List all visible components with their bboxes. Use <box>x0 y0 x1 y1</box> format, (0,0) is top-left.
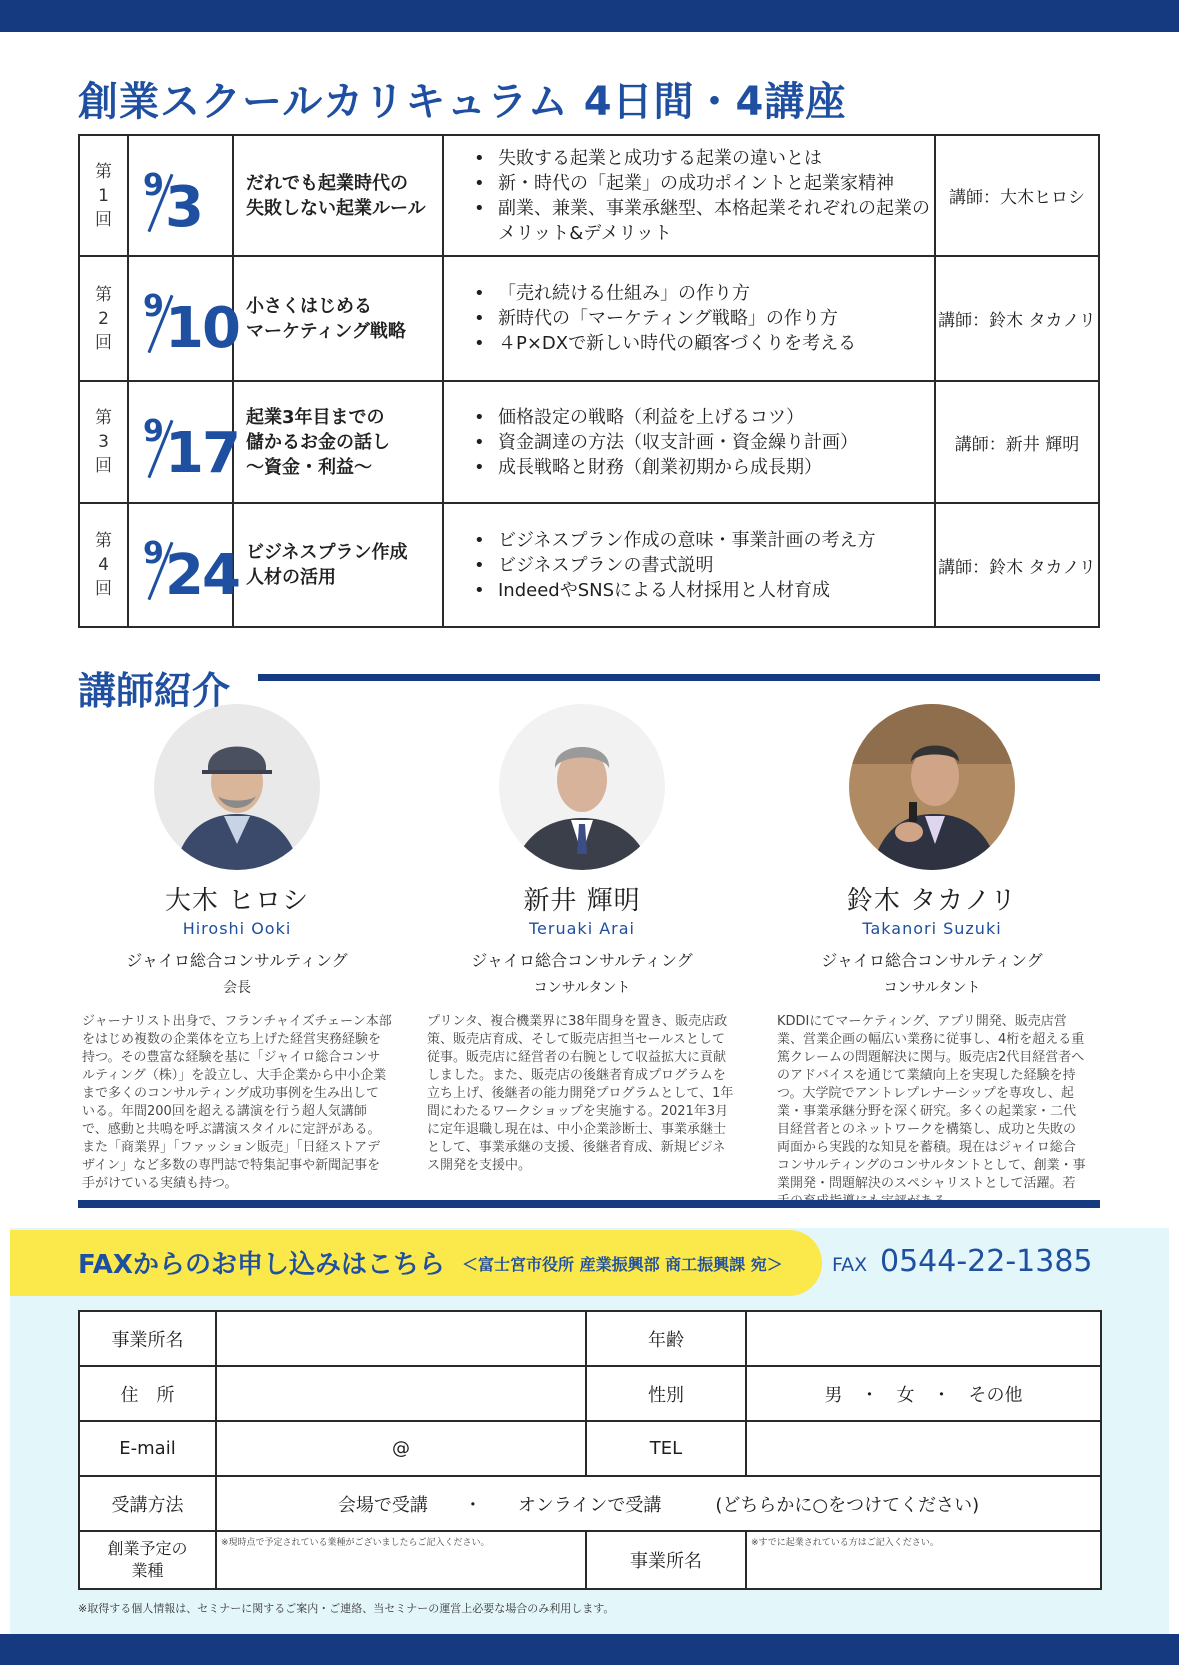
age-label: 年齢 <box>586 1311 746 1366</box>
instructor-company: ジャイロ総合コンサルティング <box>821 951 1043 970</box>
session-teacher: 講師：鈴木 タカノリ <box>935 503 1099 627</box>
session-date: 9 3 <box>128 135 233 256</box>
email-field[interactable]: @ <box>216 1421 586 1476</box>
session-teacher: 講師：鈴木 タカノリ <box>935 256 1099 381</box>
instructor-roman-name: Hiroshi Ooki <box>182 919 292 938</box>
session-row <box>79 381 1099 503</box>
instructor-role: コンサルタント <box>533 980 631 996</box>
planned-industry-note: ※現時点で予定されている業種がございましたらご記入ください。 <box>221 1538 490 1548</box>
session-number: 第 2 回 <box>79 256 128 381</box>
session-items: • 失敗する起業と成功する起業の違いとは • 新・時代の「起業」の成功ポイントと起業家精神 • 副業、兼業、事業承継型、本格起業それぞれの起業のメリット&デメリット <box>443 135 935 256</box>
instructor-role: コンサルタント <box>883 980 981 996</box>
instructor-card <box>412 704 752 1175</box>
application-form <box>78 1310 1102 1590</box>
session-number: 第 4 回 <box>79 503 128 627</box>
gender-options[interactable]: 男 ・ 女 ・ その他 <box>746 1366 1101 1421</box>
curriculum-table <box>78 134 1100 628</box>
office-name-2-note: ※すでに起業されている方はご記入ください。 <box>751 1538 939 1548</box>
instructor-company: ジャイロ総合コンサルティング <box>471 951 693 970</box>
session-row <box>79 256 1099 381</box>
fax-destination: ＜富士宮市役所 産業振興部 商工振興課 宛＞ <box>462 1255 783 1274</box>
method-label: 受講方法 <box>79 1476 216 1531</box>
office-name-2-label: 事業所名 <box>586 1531 746 1589</box>
office-name-field[interactable] <box>216 1311 586 1366</box>
instructor-company: ジャイロ総合コンサルティング <box>126 951 348 970</box>
email-label: E-mail <box>79 1421 216 1476</box>
session-date: 9 17 <box>128 381 233 503</box>
method-options[interactable]: 会場で受講 ・ オンラインで受講 (どちらかに○をつけてください) <box>216 1476 1101 1531</box>
session-topic: だれでも起業時代の 失敗しない起業ルール <box>233 135 443 256</box>
session-row <box>79 503 1099 627</box>
fax-label: FAX <box>832 1254 868 1276</box>
address-field[interactable] <box>216 1366 586 1421</box>
session-number: 第 3 回 <box>79 381 128 503</box>
session-items: • 価格設定の戦略（利益を上げるコツ） • 資金調達の方法（収支計画・資金繰り計画） • 成長戦略と財務（創業初期から成長期） <box>443 381 935 503</box>
instructor-role: 会長 <box>223 980 251 996</box>
tel-label: TEL <box>586 1421 746 1476</box>
session-items: • 「売れ続ける仕組み」の作り方 • 新時代の「マーケティング戦略」の作り方 • ４P×DXで新しい時代の顧客づくりを考える <box>443 256 935 381</box>
instructor-bio: プリンタ、複合機業界に38年間身を置き、販売店政策、販売店育成、そして販売店担当セールスとして従事。販売店に経営者の右腕として収益拡大に貢献しました。また、販売店の後継者育成プログラムを立ち上げ、後継者の能力開発プログラムとして、1年間にわたるワークショップを実施する。2021年3月に定年退職し現在は、中小企業診断士、事業承継士として、事業承継の支援、後継者育成、新規ビジネス開発を支援中。 <box>427 1014 734 1173</box>
planned-industry-label: 創業予定の 業種 <box>79 1531 216 1589</box>
instructor-bio: ジャーナリスト出身で、フランチャイズチェーン本部をはじめ複数の企業体を立ち上げた経営実務経験を持つ。その豊富な経験を基に「ジャイロ総合コンサルティング（株）」を設立し、大手企業から中小企業まで多くのコンサルティング成功事例を生み出している。年間200回を超える講演を行う超人気講師で、感動と共鳴を呼ぶ講演スタイルに定評がある。また「商業界」「ファッション販売」「日経ストアデザイン」など多数の専門誌で特集記事や新聞記事を手がけている実績も持つ。 <box>82 1014 392 1191</box>
avatar <box>849 704 1015 870</box>
instructor-bio: KDDIにてマーケティング、アプリ開発、販売店営業、営業企画の幅広い業務に従事し、4桁を超える重篤クレームの問題解決に関与。販売店2代目経営者へのアドバイスを通じて業績向上を実現した経験を持つ。大学院でアントレプレナーシップを専攻し、起業・事業承継分野を深く研究。多くの起業家・二代目経営者とのネットワークを構築し、成功と失敗の両面から実践的な知見を蓄積。現在はジャイロ総合コンサルティングのコンサルタントとして、創業・事業開発・問題解決のスペシャリストとして活躍。若 <box>777 1014 1086 1191</box>
session-date: 9 24 <box>128 503 233 627</box>
instructor-name: 大木 ヒロシ <box>164 886 310 916</box>
session-number: 第 1 回 <box>79 135 128 256</box>
office-name-label: 事業所名 <box>79 1311 216 1366</box>
age-field[interactable] <box>746 1311 1101 1366</box>
fax-lead-text: FAXからのお申し込みはこちら <box>78 1250 445 1280</box>
session-teacher: 講師：新井 輝明 <box>935 381 1099 503</box>
session-row <box>79 135 1099 256</box>
avatar <box>499 704 665 870</box>
page-title: 創業スクールカリキュラム 4日間・4講座 <box>78 79 847 125</box>
instructor-card <box>67 704 407 1193</box>
instructor-name: 新井 輝明 <box>523 886 641 916</box>
planned-industry-field[interactable] <box>216 1531 586 1589</box>
session-teacher: 講師：大木ヒロシ <box>935 135 1099 256</box>
top-bar <box>0 0 1179 32</box>
session-date: 9 10 <box>128 256 233 381</box>
instructor-name: 鈴木 タカノリ <box>846 886 1018 916</box>
instructors-heading: 講師紹介 <box>78 669 231 713</box>
instructor-roman-name: Teruaki Arai <box>529 919 635 938</box>
gender-label: 性別 <box>586 1366 746 1421</box>
privacy-note: ※取得する個人情報は、セミナーに関するご案内・ご連絡、当セミナーの運営上必要な場合のみ利用します。 <box>78 1602 615 1615</box>
heading-rule <box>258 674 1100 681</box>
bottom-bar <box>0 1634 1179 1665</box>
tel-field[interactable] <box>746 1421 1101 1476</box>
session-topic: 起業3年目までの 儲かるお金の話し ～資金・利益～ <box>233 381 443 503</box>
session-items: • ビジネスプラン作成の意味・事業計画の考え方 • ビジネスプランの書式説明 • IndeedやSNSによる人材採用と人材育成 <box>443 503 935 627</box>
avatar <box>154 704 320 870</box>
session-topic: 小さくはじめる マーケティング戦略 <box>233 256 443 381</box>
office-name-2-field[interactable] <box>746 1531 1101 1589</box>
address-label: 住 所 <box>79 1366 216 1421</box>
section-rule <box>78 1200 1100 1208</box>
fax-number: 0544-22-1385 <box>880 1244 1093 1279</box>
instructor-roman-name: Takanori Suzuki <box>862 919 1002 938</box>
instructor-card <box>762 704 1102 1211</box>
session-topic: ビジネスプラン作成 人材の活用 <box>233 503 443 627</box>
